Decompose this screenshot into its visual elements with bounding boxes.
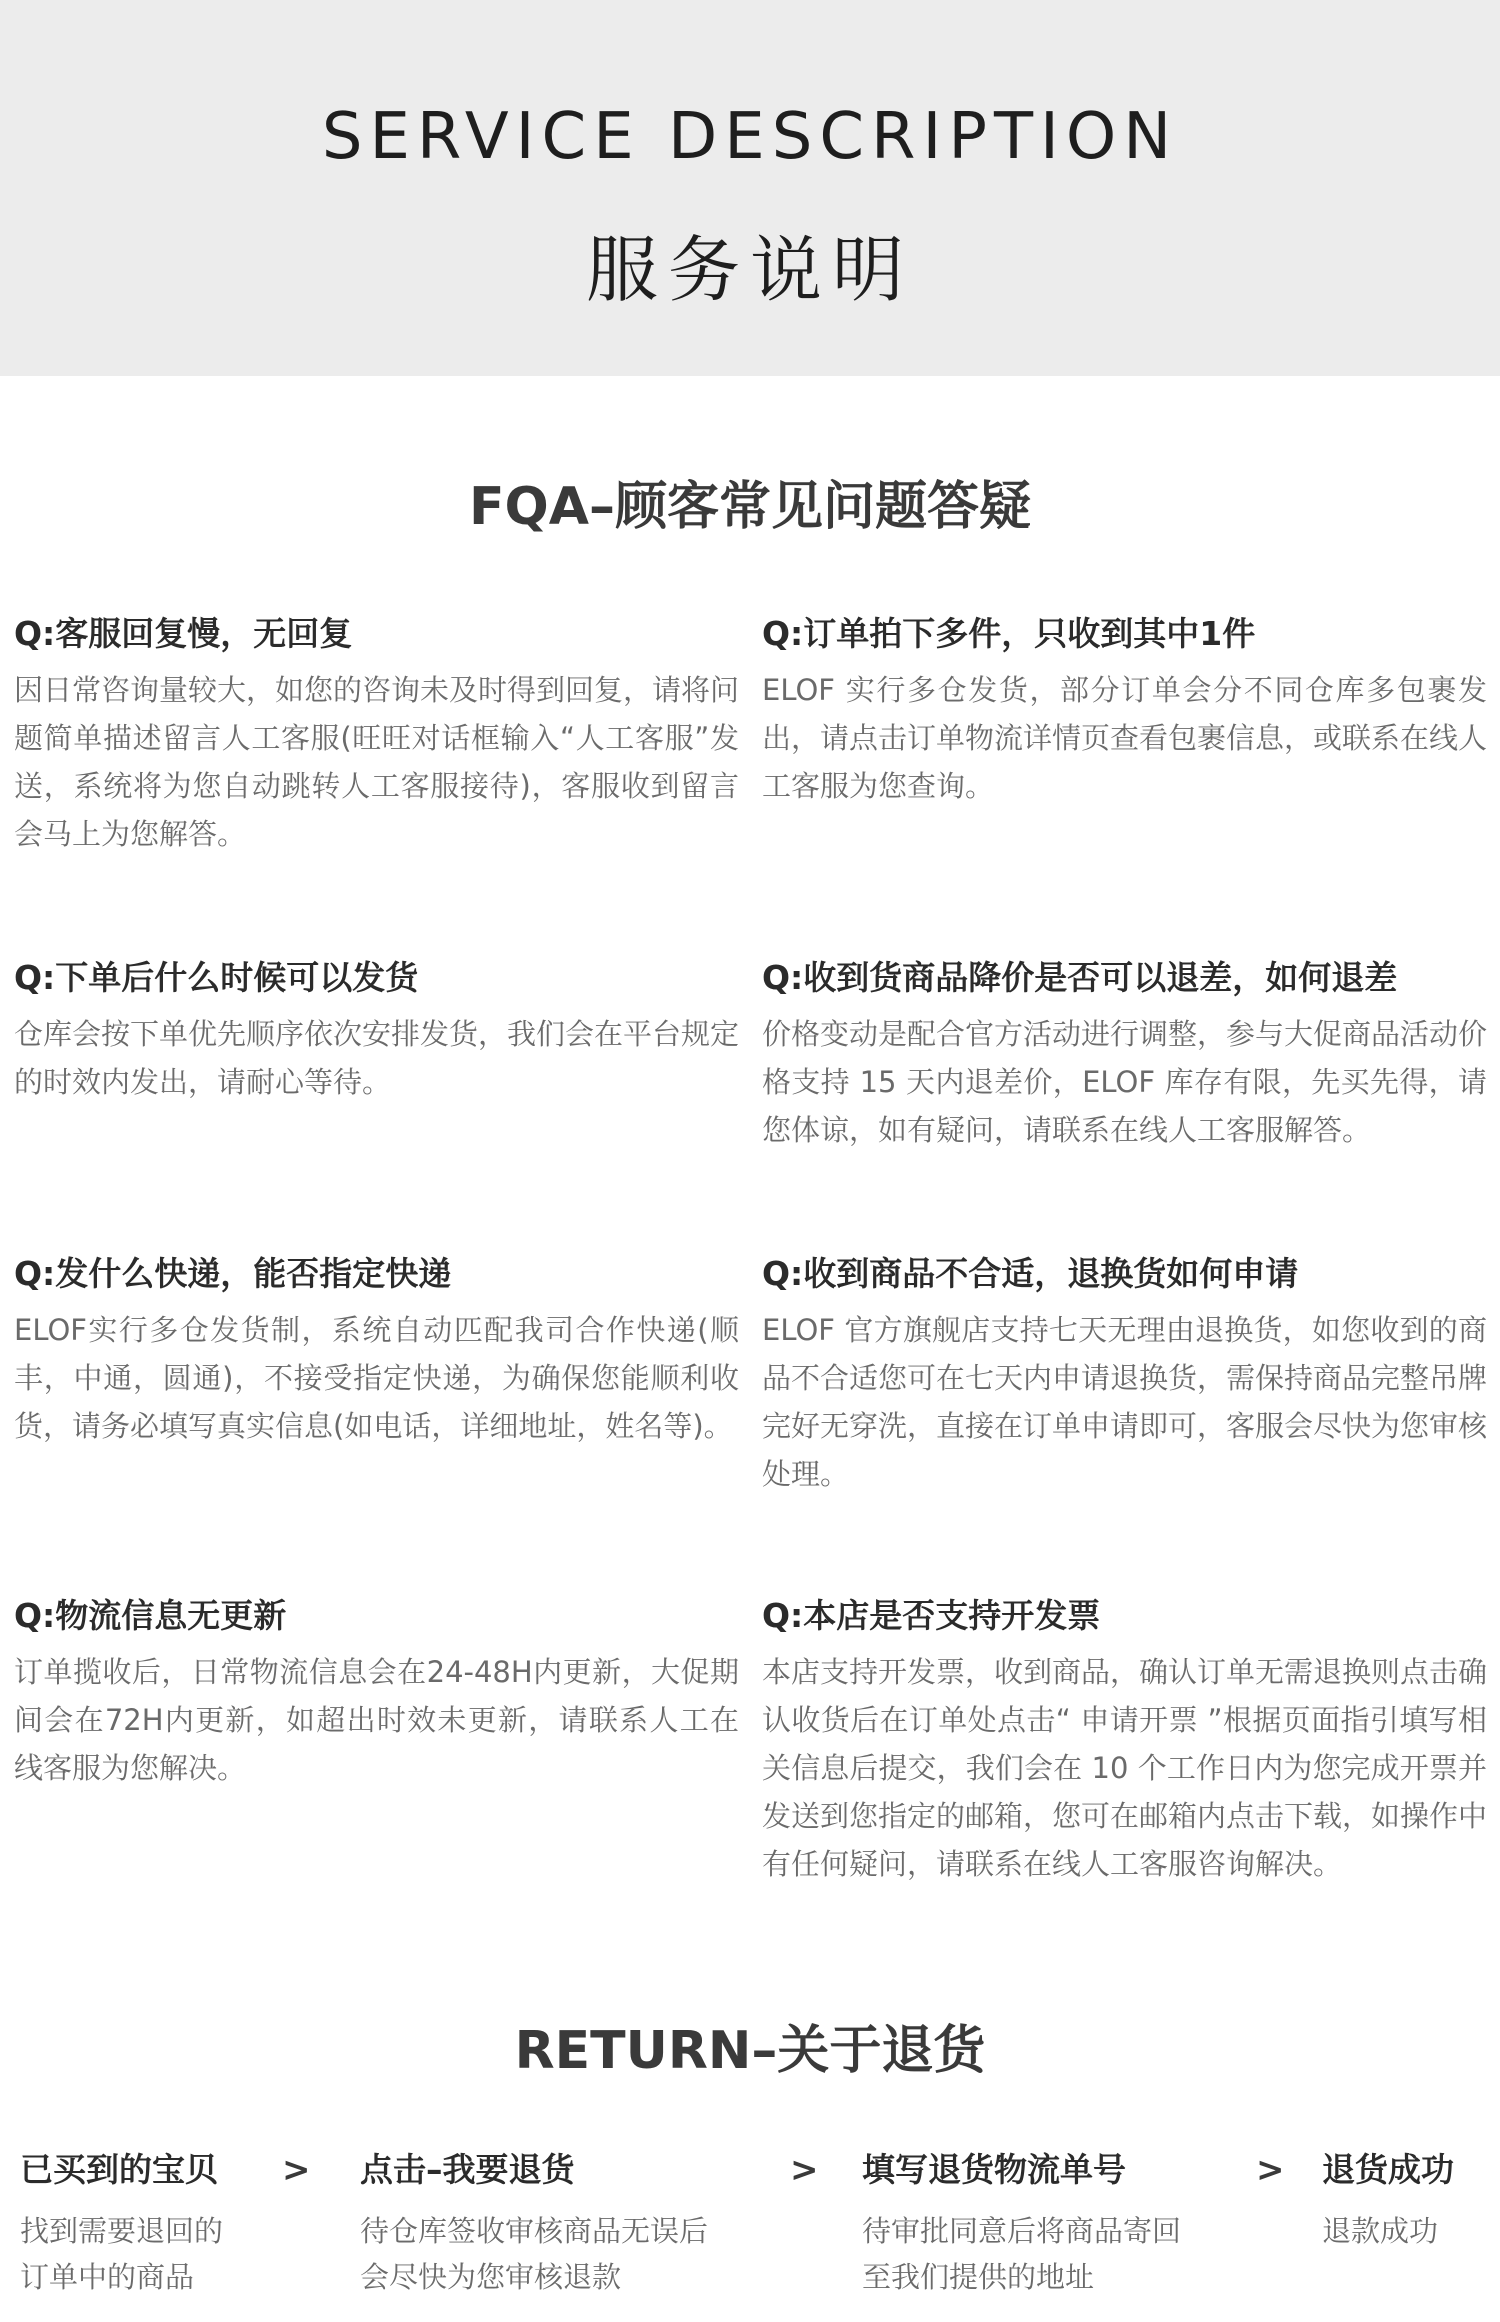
faq-answer: 订单揽收后，日常物流信息会在24-48H内更新，大促期间会在72H内更新，如超出时效未更新，请联系人工在线客服为您解决。 — [14, 1655, 739, 1785]
faq-question: Q:订单拍下多件，只收到其中1件 — [762, 614, 1256, 653]
faq-question: Q:客服回复慢，无回复 — [14, 614, 353, 653]
faq-answer: ELOF 实行多仓发货，部分订单会分不同仓库多包裹发出，请点击订单物流详情页查看包裹信息，或联系在线人工客服为您查询。 — [762, 673, 1488, 803]
faq-item — [762, 1594, 1487, 1888]
faq-item — [14, 1252, 739, 1450]
faq-answer: 价格变动是配合官方活动进行调整，参与大促商品活动价格支持 15 天内退差价，ELOF 库存有限，先买先得，请您体谅，如有疑问，请联系在线人工客服解答。 — [762, 1017, 1488, 1147]
return-step — [1322, 2148, 1454, 2254]
return-step-desc: 退款成功 — [1322, 2214, 1439, 2248]
faq-question: Q:下单后什么时候可以发货 — [14, 958, 419, 997]
faq-answer: 本店支持开发票，收到商品，确认订单无需退换则点击确认收货后在订单处点击“ 申请开票 ”根据页面指引填写相关信息后提交，我们会在 10 个工作日内为您完成开票并发送到您指定的邮箱，您可在邮箱内点击下载，如操作中有任何疑问，请联系在线人工客服咨询解决。 — [762, 1655, 1488, 1881]
faq-answer: 因日常咨询量较大，如您的咨询未及时得到回复，请将问题简单描述留言人工客服(旺旺对话框输入“人工客服”发送，系统将为您自动跳转人工客服接待)，客服收到留言会马上为您解答。 — [14, 673, 740, 851]
faq-item — [14, 956, 739, 1106]
return-step — [20, 2148, 223, 2300]
faq-question: Q:收到商品不合适，退换货如何申请 — [762, 1254, 1299, 1293]
page-title-cn: 服务说明 — [585, 228, 914, 312]
return-step-title: 已买到的宝贝 — [20, 2150, 218, 2189]
return-step-title: 退货成功 — [1322, 2150, 1454, 2189]
faq-answer: ELOF实行多仓发货制，系统自动匹配我司合作快递(顺丰，中通，圆通)，不接受指定快递，为确保您能顺利收货，请务必填写真实信息(如电话，详细地址，姓名等)。 — [14, 1313, 739, 1443]
return-steps — [0, 2148, 1500, 2322]
chevron-right-icon: > — [282, 2150, 311, 2190]
faq-item — [762, 612, 1487, 810]
return-step-title: 填写退货物流单号 — [862, 2150, 1126, 2189]
return-step-title: 点击–我要退货 — [360, 2150, 575, 2189]
faq-question: Q:本店是否支持开发票 — [762, 1596, 1101, 1635]
return-step-desc: 找到需要退回的 订单中的商品 — [20, 2214, 224, 2294]
faq-section-title: FQA–顾客常见问题答疑 — [469, 477, 1031, 537]
faq-item — [14, 612, 739, 858]
faq-item — [762, 1252, 1487, 1498]
chevron-right-icon: > — [1256, 2150, 1285, 2190]
return-step-desc: 待仓库签收审核商品无误后 会尽快为您审核退款 — [360, 2214, 709, 2294]
faq-answer: 仓库会按下单优先顺序依次安排发货，我们会在平台规定的时效内发出，请耐心等待。 — [14, 1017, 740, 1099]
faq-question: Q:收到货商品降价是否可以退差，如何退差 — [762, 958, 1398, 997]
page-title-en: SERVICE DESCRIPTION — [321, 100, 1179, 174]
faq-question: Q:物流信息无更新 — [14, 1596, 287, 1635]
return-step — [360, 2148, 708, 2300]
return-section-title: RETURN–关于退货 — [514, 2021, 986, 2081]
header-banner — [0, 0, 1500, 376]
faq-item — [14, 1594, 739, 1792]
return-step — [862, 2148, 1181, 2300]
chevron-right-icon: > — [790, 2150, 819, 2190]
return-step-desc: 待审批同意后将商品寄回 至我们提供的地址 — [862, 2214, 1182, 2294]
faq-answer: ELOF 官方旗舰店支持七天无理由退换货，如您收到的商品不合适您可在七天内申请退换货，需保持商品完整吊牌完好无穿洗，直接在订单申请即可，客服会尽快为您审核处理。 — [762, 1313, 1488, 1491]
faq-question: Q:发什么快递，能否指定快递 — [14, 1254, 452, 1293]
faq-item — [762, 956, 1487, 1154]
